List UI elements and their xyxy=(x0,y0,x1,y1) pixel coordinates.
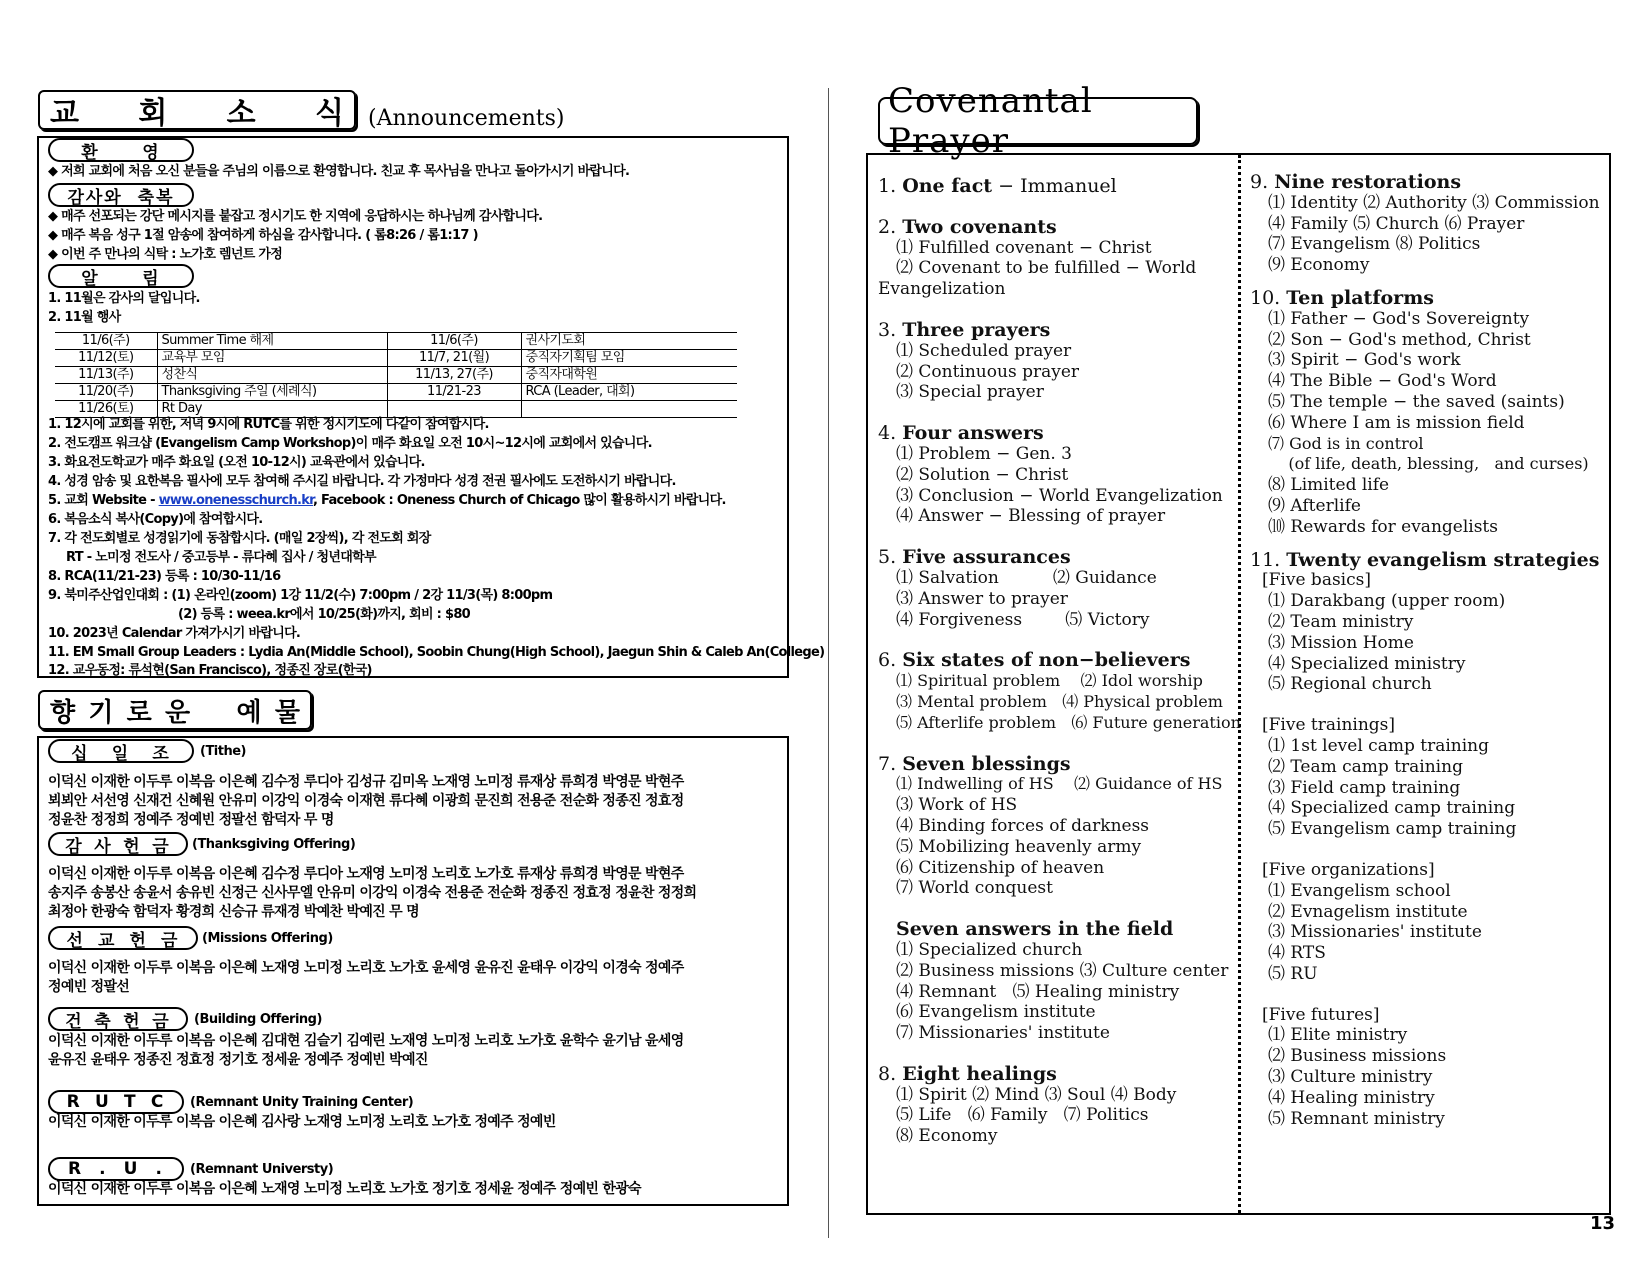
prayer-item: ⑵ Son − God's method, Christ xyxy=(1268,329,1531,350)
title-char: 예 xyxy=(236,697,262,728)
donor-line: 정예빈 정팔선 xyxy=(48,979,130,995)
prayer-item: ⑼ Economy xyxy=(1268,255,1370,276)
rutc-sub: (Remnant Unity Training Center) xyxy=(190,1095,414,1110)
table-row xyxy=(55,367,737,384)
welcome-text: 저희 교회에 처음 오신 분들을 주님의 이름으로 환영합니다. 친교 후 목사님을 만나고 돌아가시기 바랍니다. xyxy=(61,164,630,179)
prayer-item: ⑹ Citizenship of heaven xyxy=(896,857,1105,878)
prayer-item: ⑴ Problem − Gen. 3 xyxy=(896,443,1072,464)
prayer-item: ⑷ Answer − Blessing of prayer xyxy=(896,506,1166,527)
prayer-item: ⑽ Rewards for evangelists xyxy=(1268,516,1498,537)
title-char: 기 xyxy=(88,697,114,728)
label-char: . xyxy=(99,1159,108,1179)
notice-label xyxy=(48,264,194,288)
prayer-item: ⑴ 1st level camp training xyxy=(1268,735,1489,756)
heading-text: Ten platforms xyxy=(1286,286,1434,309)
event-date xyxy=(387,401,521,418)
prayer-heading xyxy=(878,650,1234,671)
label-char: 환 xyxy=(81,142,100,163)
prayer-item: ⑵ Evnagelism institute xyxy=(1268,901,1468,922)
table-row xyxy=(55,350,737,367)
prayer-left-column xyxy=(878,175,1241,1147)
tithe-label xyxy=(48,739,194,763)
prayer-item: ⑵ Team ministry xyxy=(1268,611,1414,632)
prayer-item: ⑶ Field camp training xyxy=(1268,777,1461,798)
strategy-group-label: [Five trainings] xyxy=(1262,715,1396,736)
prayer-heading xyxy=(878,423,1234,444)
website-prefix: 5. 교회 Website - xyxy=(48,493,159,508)
donor-line: 이덕신 이재한 이두루 이복음 이은혜 김대현 김슬기 김예린 노재영 노미정 노리호 노가호 윤학수 윤기남 윤세영 xyxy=(48,1033,684,1049)
label-char: 건 xyxy=(65,1011,84,1032)
donor-line: 뵈뵈안 서선영 신재건 신혜원 안유미 이강익 이경숙 이재현 류다혜 이광희 문진희 전용준 전순화 정종진 정효정 xyxy=(48,793,684,809)
covenantal-prayer-title: Covenantal Prayer xyxy=(878,97,1198,145)
heading-text: Four answers xyxy=(902,422,1044,445)
label-char: . xyxy=(155,1159,164,1179)
label-char: 사 xyxy=(94,836,113,857)
strategy-group-label: [Five futures] xyxy=(1262,1004,1380,1025)
prayer-item: ⑶ Work of HS xyxy=(896,795,1018,816)
event-date: 11/21-23 xyxy=(387,384,521,401)
missions-label xyxy=(48,926,198,950)
prayer-item: ⑴ Identity ⑵ Authority ⑶ Commission xyxy=(1268,192,1600,213)
prayer-item: Evangelization xyxy=(878,279,1006,300)
event-title: 중직자대학원 xyxy=(521,367,737,384)
heading-num: 9. xyxy=(1250,171,1269,193)
label-char: C xyxy=(150,1092,166,1112)
donor-line: 송지주 송봉산 송윤서 송유빈 신정근 신사무엘 안유미 이강익 이경숙 전용준 전순화 정종진 정효정 정윤찬 정정희 xyxy=(48,885,697,901)
prayer-item: ⑵ Team camp training xyxy=(1268,756,1463,777)
prayer-item: ⑴ Indwelling of HS ⑵ Guidance of HS xyxy=(896,774,1223,794)
heading-num: 1. xyxy=(878,175,897,197)
heading-text: Six states of non−believers xyxy=(902,649,1191,672)
prayer-item: ⑵ Solution − Christ xyxy=(896,464,1069,485)
notice-item: 12. 교우동정: 류석현(San Francisco), 정종진 장로(한국) xyxy=(48,663,372,678)
ru-sub: (Remnant Universty) xyxy=(190,1162,334,1177)
donor-line: 이덕신 이재한 이두루 이복음 이은혜 노재영 노미정 노리호 노가호 윤세영 윤유진 윤태우 이강익 이경숙 정예주 xyxy=(48,960,684,976)
event-title: RCA (Leader, 대회) xyxy=(521,384,737,401)
notice-item: (2) 등록 : weea.kr에서 10/25(화)까지, 회비 : $80 xyxy=(178,607,471,622)
donor-line: 정윤찬 정정희 정예주 정예빈 정팔선 함덕자 무 명 xyxy=(48,812,334,828)
prayer-item: ⑵ Business missions xyxy=(1268,1046,1447,1067)
label-char: 일 xyxy=(111,743,131,764)
prayer-item: ⑶ Special prayer xyxy=(896,382,1044,403)
page-number: 13 xyxy=(1590,1213,1616,1234)
event-title: 권사기도회 xyxy=(521,333,737,350)
event-title: 중직자기획팀 모임 xyxy=(521,350,737,367)
donor-line: 이덕신 이재한 이두루 이복음 이은혜 김수정 루디아 김성규 김미옥 노재영 노미정 류재상 류희경 박영문 박현주 xyxy=(48,774,684,790)
notice-item: 8. RCA(11/21-23) 등록 : 10/30-11/16 xyxy=(48,569,281,584)
offering-title xyxy=(38,690,312,730)
title-char: 로 xyxy=(126,697,152,728)
prayer-item: ⑸ Remnant ministry xyxy=(1268,1108,1445,1129)
event-date: 11/13(주) xyxy=(55,367,157,384)
prayer-heading xyxy=(1250,288,1606,309)
label-char: 축복 xyxy=(137,187,175,208)
prayer-heading xyxy=(1250,172,1606,193)
label-char: 감 xyxy=(65,836,84,857)
heading-num: 4. xyxy=(878,422,897,445)
rutc-label xyxy=(48,1090,184,1114)
prayer-item: ⑸ Mobilizing heavenly army xyxy=(896,836,1142,857)
table-row xyxy=(55,401,737,418)
donor-line: 이덕신 이재한 이두루 이복음 이은혜 김사랑 노재영 노미정 노리호 노가호 정예주 정예빈 xyxy=(48,1114,556,1130)
heading-text: Twenty evangelism strategies xyxy=(1286,548,1600,571)
building-label xyxy=(48,1007,188,1031)
building-sub: (Building Offering) xyxy=(194,1012,322,1027)
event-title: Thanksgiving 주일 (세례식) xyxy=(157,384,387,401)
prayer-item: ⑷ Specialized ministry xyxy=(1268,653,1466,674)
event-title: Summer Time 해제 xyxy=(157,333,387,350)
prayer-item: ⑴ Scheduled prayer xyxy=(896,340,1072,361)
prayer-item: ⑺ World conquest xyxy=(896,878,1053,899)
notice-item: 9. 북미주산업인대회 : (1) 온라인(zoom) 1강 11/2(수) 7:00pm / 2강 11/3(목) 8:00pm xyxy=(48,588,553,603)
notice-item: 7. 각 전도회별로 성경읽기에 동참합시다. (매일 2장씩), 각 전도회 회장 xyxy=(48,531,431,546)
prayer-item: ⑺ God is in control xyxy=(1268,433,1424,453)
prayer-item: ⑸ RU xyxy=(1268,963,1318,984)
thanks-line: ◆ 매주 선포되는 강단 메시지를 붙잡고 정시기도 한 지역에 응답하시는 하나님께 감사합니다. xyxy=(48,209,543,224)
welcome-line: ◆ 저희 교회에 처음 오신 분들을 주님의 이름으로 환영합니다. 친교 후 목사님을 만나고 돌아가시기 바랍니다. xyxy=(48,164,630,179)
prayer-item: ⑶ Mental problem ⑷ Physical problem xyxy=(896,691,1223,711)
event-title: 교육부 모임 xyxy=(157,350,387,367)
title-char: 운 xyxy=(164,697,191,728)
title-char: 향 xyxy=(50,697,76,728)
prayer-item: ⑶ Conclusion − World Evangelization xyxy=(896,485,1223,506)
heading-text: One fact xyxy=(902,175,993,197)
prayer-item: ⑷ Forgiveness ⑸ Victory xyxy=(896,609,1150,630)
event-date: 11/12(토) xyxy=(55,350,157,367)
prayer-item: ⑶ Culture ministry xyxy=(1268,1067,1433,1088)
prayer-item: ⑸ Life ⑹ Family ⑺ Politics xyxy=(896,1105,1149,1126)
heading-text: Seven blessings xyxy=(902,752,1071,775)
prayer-heading xyxy=(878,1064,1234,1085)
prayer-item: ⑼ Afterlife xyxy=(1268,495,1361,516)
table-row xyxy=(55,384,737,401)
thanks-text: 매주 선포되는 강단 메시지를 붙잡고 정시기도 한 지역에 응답하시는 하나님께 감사합니다. xyxy=(61,209,543,224)
column-divider xyxy=(1238,155,1241,1213)
heading-num: 11. xyxy=(1250,548,1281,571)
prayer-heading xyxy=(878,176,1234,197)
title-char: 식 xyxy=(314,96,344,131)
notice-item: 3. 화요전도학교가 매주 화요일 (오전 10-12시) 교육관에서 있습니다. xyxy=(48,455,425,470)
prayer-item: ⑷ Remnant ⑸ Healing ministry xyxy=(896,981,1180,1002)
prayer-heading xyxy=(878,217,1234,238)
donor-line: 윤유진 윤태우 정종진 정효정 정기호 정세윤 정예주 정예빈 박예진 xyxy=(48,1052,428,1068)
prayer-item: ⑸ Evangelism camp training xyxy=(1268,819,1517,840)
prayer-item: ⑻ Economy xyxy=(896,1126,998,1147)
label-char: 금 xyxy=(152,1011,171,1032)
prayer-item: ⑵ Continuous prayer xyxy=(896,361,1080,382)
prayer-item: ⑴ Salvation ⑵ Guidance xyxy=(896,567,1157,588)
prayer-item: ⑴ Spirit ⑵ Mind ⑶ Soul ⑷ Body xyxy=(896,1084,1177,1105)
prayer-item: ⑵ Covenant to be fulfilled − World xyxy=(896,258,1197,279)
welcome-label xyxy=(48,138,194,162)
prayer-item: ⑴ Spiritual problem ⑵ Idol worship xyxy=(896,671,1203,691)
prayer-item: ⑵ Business missions ⑶ Culture center xyxy=(896,960,1229,981)
event-date: 11/6(주) xyxy=(387,333,521,350)
prayer-item: ⑴ Darakbang (upper room) xyxy=(1268,591,1506,612)
label-char: 축 xyxy=(94,1011,113,1032)
prayer-item: ⑴ Specialized church xyxy=(896,939,1083,960)
announcements-subtitle: (Announcements) xyxy=(368,106,565,131)
heading-num: 2. xyxy=(878,215,897,238)
prayer-item: ⑹ Evangelism institute xyxy=(896,1002,1096,1023)
event-title xyxy=(521,401,737,418)
thanksgiving-sub: (Thanksgiving Offering) xyxy=(192,837,356,852)
event-title: Rt Day xyxy=(157,401,387,418)
event-date: 11/20(주) xyxy=(55,384,157,401)
heading-num: 10. xyxy=(1250,286,1281,309)
heading-num: 7. xyxy=(878,752,897,775)
notice-item: 11. EM Small Group Leaders : Lydia An(Middle School), Soobin Chung(High School), Jaegun Shin & Caleb An(College) xyxy=(48,645,825,660)
heading-text: Five assurances xyxy=(902,546,1071,569)
label-char: 조 xyxy=(152,743,171,764)
event-date: 11/6(주) xyxy=(55,333,157,350)
label-char: 알 xyxy=(81,268,100,289)
event-date: 11/26(토) xyxy=(55,401,157,418)
prayer-item: ⑷ The Bible − God's Word xyxy=(1268,371,1497,392)
label-char: R xyxy=(66,1092,82,1112)
notice-item: RT - 노미정 전도사 / 중고등부 - 류다혜 집사 / 청년대학부 xyxy=(66,550,376,565)
website-link[interactable]: www.onenesschurch.kr xyxy=(158,493,313,508)
missions-sub: (Missions Offering) xyxy=(202,931,333,946)
event-title: 성찬식 xyxy=(157,367,387,384)
donor-line: 이덕신 이재한 이두루 이복음 이은혜 김수정 루디아 노재영 노미정 노리호 노가호 류재상 류희경 박영문 박현주 xyxy=(48,866,684,882)
thanks-line: ◆ 매주 복음 성구 1절 암송에 참여하게 하심을 감사합니다. ( 롬8:26 / 롬1:17 ) xyxy=(48,228,478,243)
thanks-line: ◆ 이번 주 만나의 식탁 : 노가호 렘넌트 가정 xyxy=(48,247,283,262)
announcements-title xyxy=(38,90,356,130)
tithe-sub: (Tithe) xyxy=(200,744,246,759)
event-date: 11/7, 21(월) xyxy=(387,350,521,367)
heading-text: Two covenants xyxy=(902,215,1057,238)
prayer-item: ⑶ Spirit − God's work xyxy=(1268,350,1461,371)
heading-num: 8. xyxy=(878,1062,897,1085)
strategy-group-label: [Five basics] xyxy=(1262,570,1371,591)
notice-intro: 1. 11월은 감사의 달입니다. xyxy=(48,291,200,306)
title-char: 회 xyxy=(138,96,168,131)
label-char: U xyxy=(94,1092,111,1112)
label-char: 선 xyxy=(66,930,85,951)
notice-item: 6. 복음소식 복사(Copy)에 참여합시다. xyxy=(48,512,263,527)
prayer-item: ⑴ Fulfilled covenant − Christ xyxy=(896,237,1152,258)
label-char: 헌 xyxy=(129,930,148,951)
prayer-right-column xyxy=(1250,172,1606,1129)
prayer-item: ⑴ Father − God's Sovereignty xyxy=(1268,308,1530,329)
notice-item: 1. 12시에 교회를 위한, 저녁 9시에 RUTC를 위한 정시기도에 다같이 참여합시다. xyxy=(48,417,489,432)
events-table xyxy=(55,332,737,418)
prayer-item: (of life, death, blessing, and curses) xyxy=(1268,454,1589,474)
website-suffix: , Facebook : Oneness Church of Chicago 많이 활용하시기 바랍니다. xyxy=(312,493,726,508)
label-char: T xyxy=(124,1092,138,1112)
title-char: 교 xyxy=(50,96,79,131)
table-row xyxy=(55,333,737,350)
heading-text: Three prayers xyxy=(902,318,1051,341)
donor-line: 최정아 한광숙 함덕자 황경희 신승규 류재경 박예찬 박예진 무 명 xyxy=(48,904,419,920)
prayer-item: ⑻ Limited life xyxy=(1268,475,1390,496)
label-char: 십 xyxy=(71,743,90,764)
prayer-heading xyxy=(878,754,1234,775)
heading-num: 3. xyxy=(878,318,897,341)
title-char: 소 xyxy=(226,96,256,131)
page-divider xyxy=(828,88,829,1238)
label-char: U xyxy=(123,1159,140,1179)
prayer-heading xyxy=(878,919,1234,940)
thanksgiving-label xyxy=(48,832,188,856)
prayer-item: ⑷ Specialized camp training xyxy=(1268,798,1516,819)
prayer-item: ⑹ Where I am is mission field xyxy=(1268,412,1525,433)
prayer-item: ⑴ Elite ministry xyxy=(1268,1025,1408,1046)
heading-num: 5. xyxy=(878,546,897,569)
prayer-heading xyxy=(1250,550,1606,571)
label-char: 금 xyxy=(152,836,171,857)
prayer-item: ⑶ Answer to prayer xyxy=(896,588,1068,609)
ru-label xyxy=(48,1157,184,1181)
thanks-text: 이번 주 만나의 식탁 : 노가호 렘넌트 가정 xyxy=(61,247,283,262)
prayer-item: ⑸ Afterlife problem ⑹ Future generation xyxy=(896,712,1241,732)
label-char: 헌 xyxy=(123,1011,142,1032)
prayer-item: ⑸ Regional church xyxy=(1268,674,1432,695)
notice-item: 2. 전도캠프 워크샵 (Evangelism Camp Workshop)이 매주 화요일 오전 10시~12시에 교회에서 있습니다. xyxy=(48,436,652,451)
prayer-item: ⑶ Mission Home xyxy=(1268,632,1414,653)
prayer-item: ⑷ RTS xyxy=(1268,943,1326,964)
prayer-heading xyxy=(878,320,1234,341)
thanks-label xyxy=(48,183,194,207)
label-char: R xyxy=(68,1159,84,1179)
notice-item: 4. 성경 암송 및 요한복음 필사에 모두 참여해 주시길 바랍니다. 각 가정마다 성경 전권 필사에도 도전하시기 바랍니다. xyxy=(48,474,676,489)
title-char: 물 xyxy=(274,697,300,728)
prayer-item: ⑷ Family ⑸ Church ⑹ Prayer xyxy=(1268,213,1525,234)
event-date: 11/13, 27(주) xyxy=(387,367,521,384)
prayer-item: ⑶ Missionaries' institute xyxy=(1268,922,1482,943)
notice-intro: 2. 11월 행사 xyxy=(48,310,121,325)
heading-text: Nine restorations xyxy=(1274,171,1462,193)
donor-line: 이덕신 이재한 이두루 이복음 이은혜 노재영 노미정 노리호 노가호 정기호 정세윤 정예주 정예빈 한광숙 xyxy=(48,1181,641,1197)
label-char: 헌 xyxy=(123,836,142,857)
label-char: 영 xyxy=(142,142,161,163)
prayer-item: ⑸ The temple − the saved (saints) xyxy=(1268,391,1565,412)
prayer-item: ⑷ Healing ministry xyxy=(1268,1087,1435,1108)
label-char: 금 xyxy=(161,930,180,951)
heading-text: Eight healings xyxy=(902,1062,1057,1085)
prayer-item: ⑺ Evangelism ⑻ Politics xyxy=(1268,234,1481,255)
label-char: 림 xyxy=(142,268,161,289)
prayer-item: ⑴ Evangelism school xyxy=(1268,880,1451,901)
heading-tail: − Immanuel xyxy=(992,175,1117,197)
label-char: 감사와 xyxy=(67,187,123,208)
prayer-item: ⑷ Binding forces of darkness xyxy=(896,815,1150,836)
label-char: 교 xyxy=(98,930,117,951)
notice-item: 10. 2023년 Calendar 가져가시기 바랍니다. xyxy=(48,626,301,641)
heading-text: Seven answers in the field xyxy=(896,918,1174,941)
notice-item-website xyxy=(48,492,726,509)
prayer-heading xyxy=(878,547,1234,568)
thanks-text: 매주 복음 성구 1절 암송에 참여하게 하심을 감사합니다. ( 롬8:26 / 롬1:17 ) xyxy=(61,228,478,243)
heading-num: 6. xyxy=(878,649,897,672)
prayer-item: ⑺ Missionaries' institute xyxy=(896,1023,1110,1044)
strategy-group-label: [Five organizations] xyxy=(1262,859,1435,880)
